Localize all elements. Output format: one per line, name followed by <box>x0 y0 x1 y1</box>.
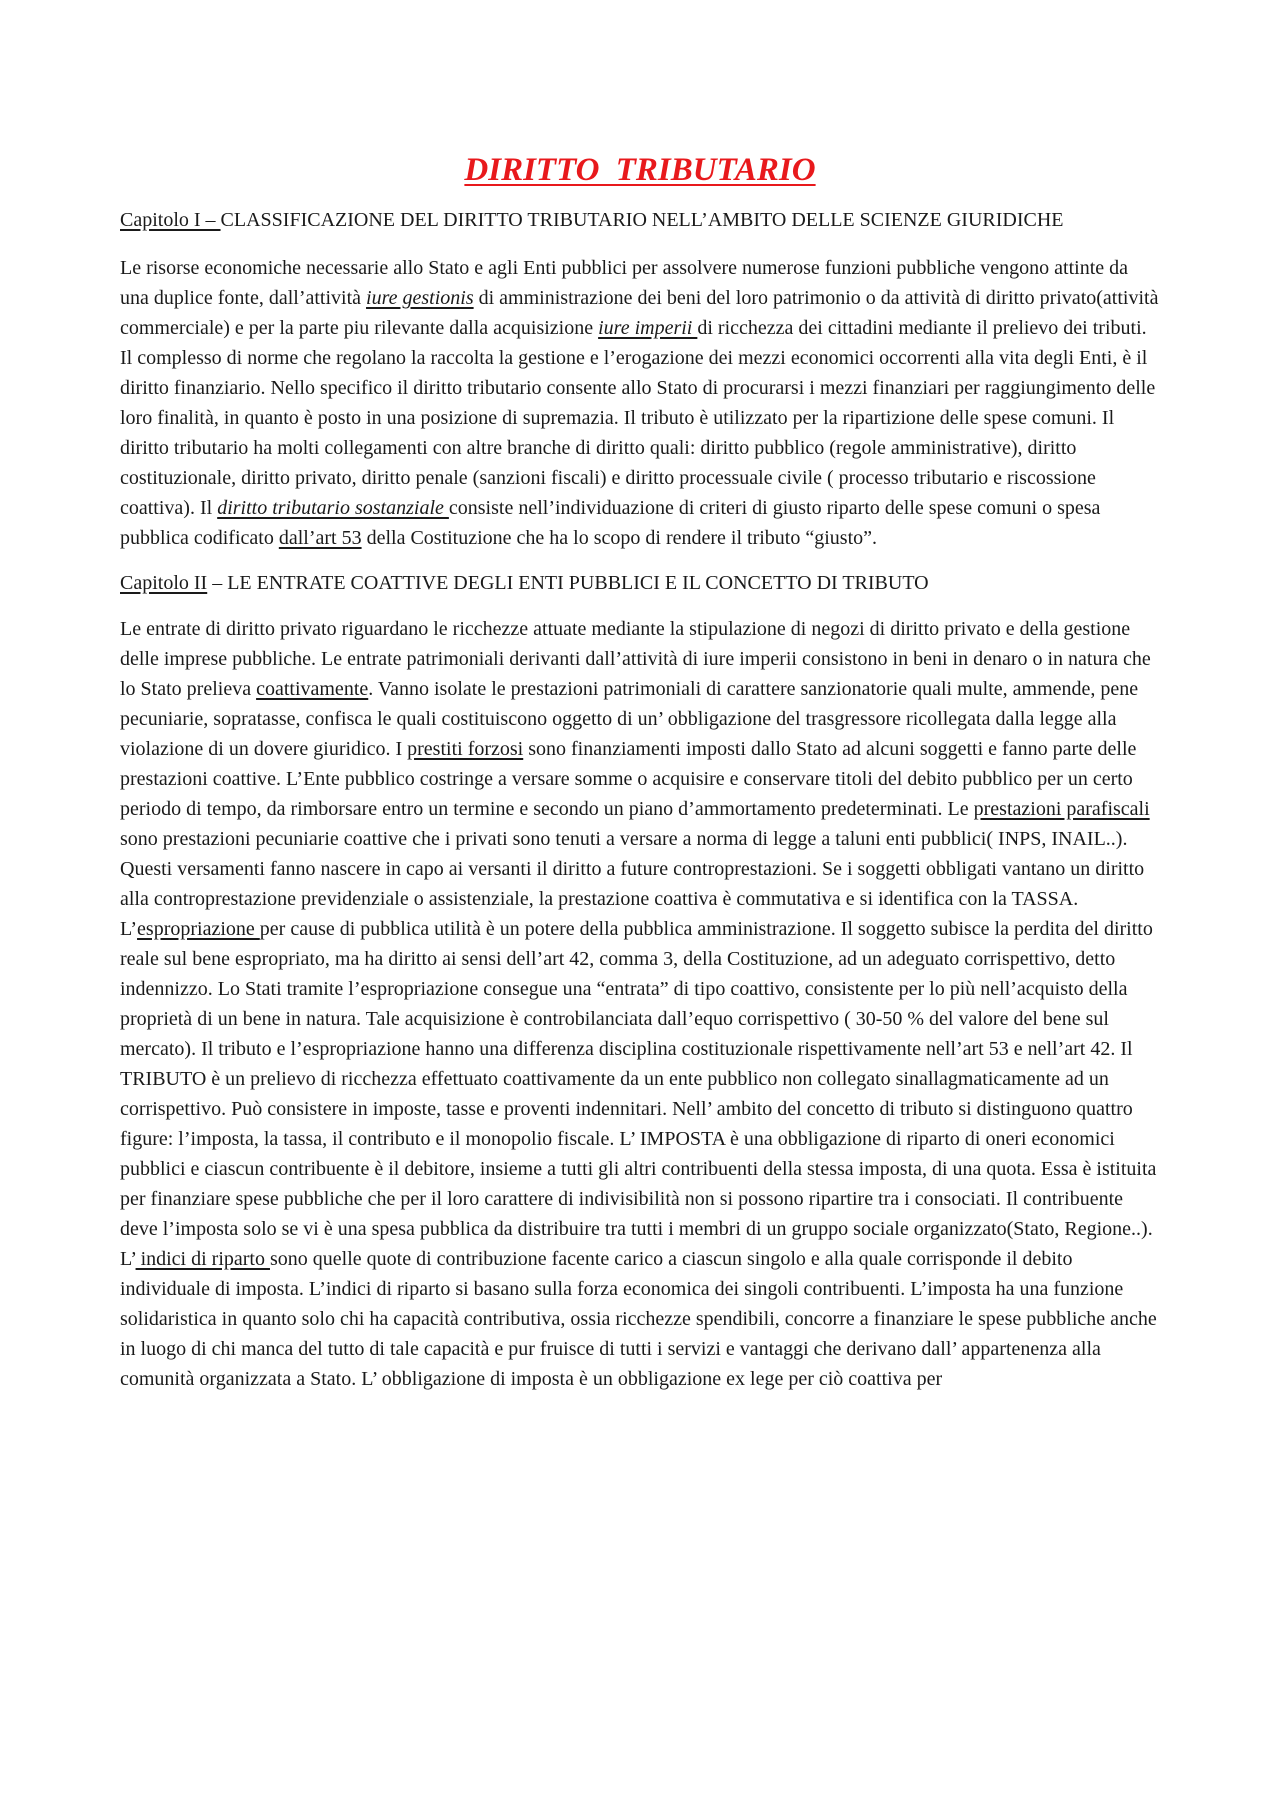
p1-text-3: di ricchezza dei cittadini mediante il prelievo dei tributi. Il complesso di norme che regolano la raccolta la gestione e l’erogazione dei mezzi economici occorrenti alla vita degli Enti, è il diritto finanziario. Nello specifico il diritto tributario consente allo Stato di procurarsi i mezzi finanziari per raggiungimento delle loro finalità, in quanto è posto in una posizione di supremazia. Il tributo è utilizzato per la ripartizione delle spese comuni. Il diritto tributario ha molti collegamenti con altre branche di diritto quali: diritto pubblico (regole amministrative), diritto costituzionale, diritto privato, diritto penale (sanzioni fiscali) e diritto processuale civile ( processo tributario e riscossione coattiva). Il <box>120 317 1156 519</box>
chapter-1-label: Capitolo I – <box>120 209 221 231</box>
p1-term-iure-imperii: iure imperii <box>598 317 698 339</box>
p2-text-4: sono prestazioni pecuniarie coattive che i privati sono tenuti a versare a norma di legge a taluni enti pubblici( INPS, INAIL..). Questi versamenti fanno nascere in capo ai versanti il diritto a future controprestazioni. Se i soggetti obbligati vantano un diritto alla controprestazione previdenziale o assistenziale, la prestazione coattiva è commutativa e si identifica con la TASSA. <box>120 828 1145 910</box>
paragraph-2 <box>120 614 1160 914</box>
paragraph-3 <box>120 914 1160 1394</box>
chapter-2-title: – LE ENTRATE COATTIVE DEGLI ENTI PUBBLICI E IL CONCETTO DI TRIBUTO <box>207 572 929 594</box>
p3-text-2: per cause di pubblica utilità è un potere della pubblica amministrazione. Il soggetto subisce la perdita del diritto reale sul bene espropriato, ma ha diritto ai sensi dell’art 42, comma 3, della Costituzione, ad un adeguato corrispettivo, detto indennizzo. Lo Stati tramite l’espropriazione consegue una “entrata” di tipo coattivo, consistente per lo più nell’acquisto della proprietà di un bene in natura. Tale acquisizione è controbilanciata dall’equo corrispettivo ( 30-50 % del valore del bene sul mercato). Il tributo e l’espropriazione hanno una differenza disciplina costituzionale rispettivamente nell’art 53 e nell’art 42. Il TRIBUTO è un prelievo di ricchezza effettuato coattivamente da un ente pubblico non collegato sinallagmaticamente ad un corrispettivo. Può consistere in imposte, tasse e proventi indennitari. Nell’ ambito del concetto di tributo si distinguono quattro figure: l’imposta, la tassa, il contributo e il monopolio fiscale. L’ IMPOSTA è una obbligazione di riparto di oneri economici pubblici e ciascun contribuente è il debitore, insieme a tutti gli altri contribuenti della stessa imposta, di una quota. Essa è istituita per finanziare spese pubbliche che per il loro carattere di indivisibilità non si possono ripartire tra i consociati. Il contribuente deve l’imposta solo se vi è una spesa pubblica da distribuire tra tutti i membri di un gruppo sociale organizzato(Stato, Regione..). L’ <box>120 918 1157 1270</box>
chapter-2-heading <box>120 569 1160 598</box>
p2-term-coattivamente: coattivamente <box>256 678 369 700</box>
document-page <box>120 0 1160 1394</box>
p2-term-prestiti-forzosi: prestiti forzosi <box>407 738 524 760</box>
paragraph-1 <box>120 253 1160 553</box>
p1-text-2: di amministrazione dei beni del loro patrimonio o da attività di diritto privato(attività commerciale) e per la parte piu rilevante dalla acquisizione <box>120 287 1159 339</box>
p3-term-espropriazione: espropriazione <box>137 918 260 940</box>
document-title: DIRITTO TRIBUTARIO <box>464 152 816 188</box>
p1-term-iure-gestionis: iure gestionis <box>366 287 474 309</box>
p3-text-1: L’ <box>120 918 138 940</box>
chapter-1-heading <box>120 206 1160 235</box>
p2-text-2: . Vanno isolate le prestazioni patrimoniali di carattere sanzionatorie quali multe, ammende, pene pecuniarie, sopratasse, confisca le quali costituiscono oggetto di un’ obbligazione del trasgressore ricollegata dalla legge alla violazione di un dovere giuridico. I <box>120 678 1139 760</box>
p1-text-4: consiste nell’individuazione di criteri di giusto riparto delle spese comuni o spesa pubblica codificato <box>120 497 1101 549</box>
p2-text-3: sono finanziamenti imposti dallo Stato ad alcuni soggetti e fanno parte delle prestazioni coattive. L’Ente pubblico costringe a versare somme o acquisire e conservare titoli del debito pubblico per un certo periodo di tempo, da rimborsare entro un termine e secondo un piano d’ammortamento predeterminati. Le <box>120 738 1137 820</box>
p1-term-diritto-sostanziale: diritto tributario sostanziale <box>217 497 449 519</box>
p3-text-3: sono quelle quote di contribuzione facente carico a ciascun singolo e alla quale corrisponde il debito individuale di imposta. L’indici di riparto si basano sulla forza economica dei singoli contribuenti. L’imposta ha una funzione solidaristica in quanto solo chi ha capacità contributiva, ossia ricchezze spendibili, concorre a finanziare le spese pubbliche anche in luogo di chi manca del tutto di tale capacità e pur fruisce di tutti i servizi e vantaggi che derivano dall’ appartenenza alla comunità organizzata a Stato. L’ obbligazione di imposta è un obbligazione ex lege per ciò coattiva per <box>120 1248 1157 1390</box>
p1-text-1: Le risorse economiche necessarie allo Stato e agli Enti pubblici per assolvere numerose funzioni pubbliche vengono attinte da una duplice fonte, dall’attività <box>120 257 1129 309</box>
chapter-2-label: Capitolo II <box>120 572 208 594</box>
p2-text-1: Le entrate di diritto privato riguardano le ricchezze attuate mediante la stipulazione di negozi di diritto privato e della gestione delle imprese pubbliche. Le entrate patrimoniali derivanti dall’attività di iure imperii consistono in beni in denaro o in natura che lo Stato prelieva <box>120 618 1151 700</box>
p1-term-art-53: dall’art 53 <box>278 527 362 549</box>
p1-text-5: della Costituzione che ha lo scopo di rendere il tributo “giusto”. <box>361 527 877 549</box>
chapter-1-title: CLASSIFICAZIONE DEL DIRITTO TRIBUTARIO NELL’AMBITO DELLE SCIENZE GIURIDICHE <box>220 209 1064 231</box>
p2-term-prestazioni-parafiscali: prestazioni parafiscali <box>973 798 1150 820</box>
p3-term-indici-di-riparto: indici di riparto <box>135 1248 270 1270</box>
